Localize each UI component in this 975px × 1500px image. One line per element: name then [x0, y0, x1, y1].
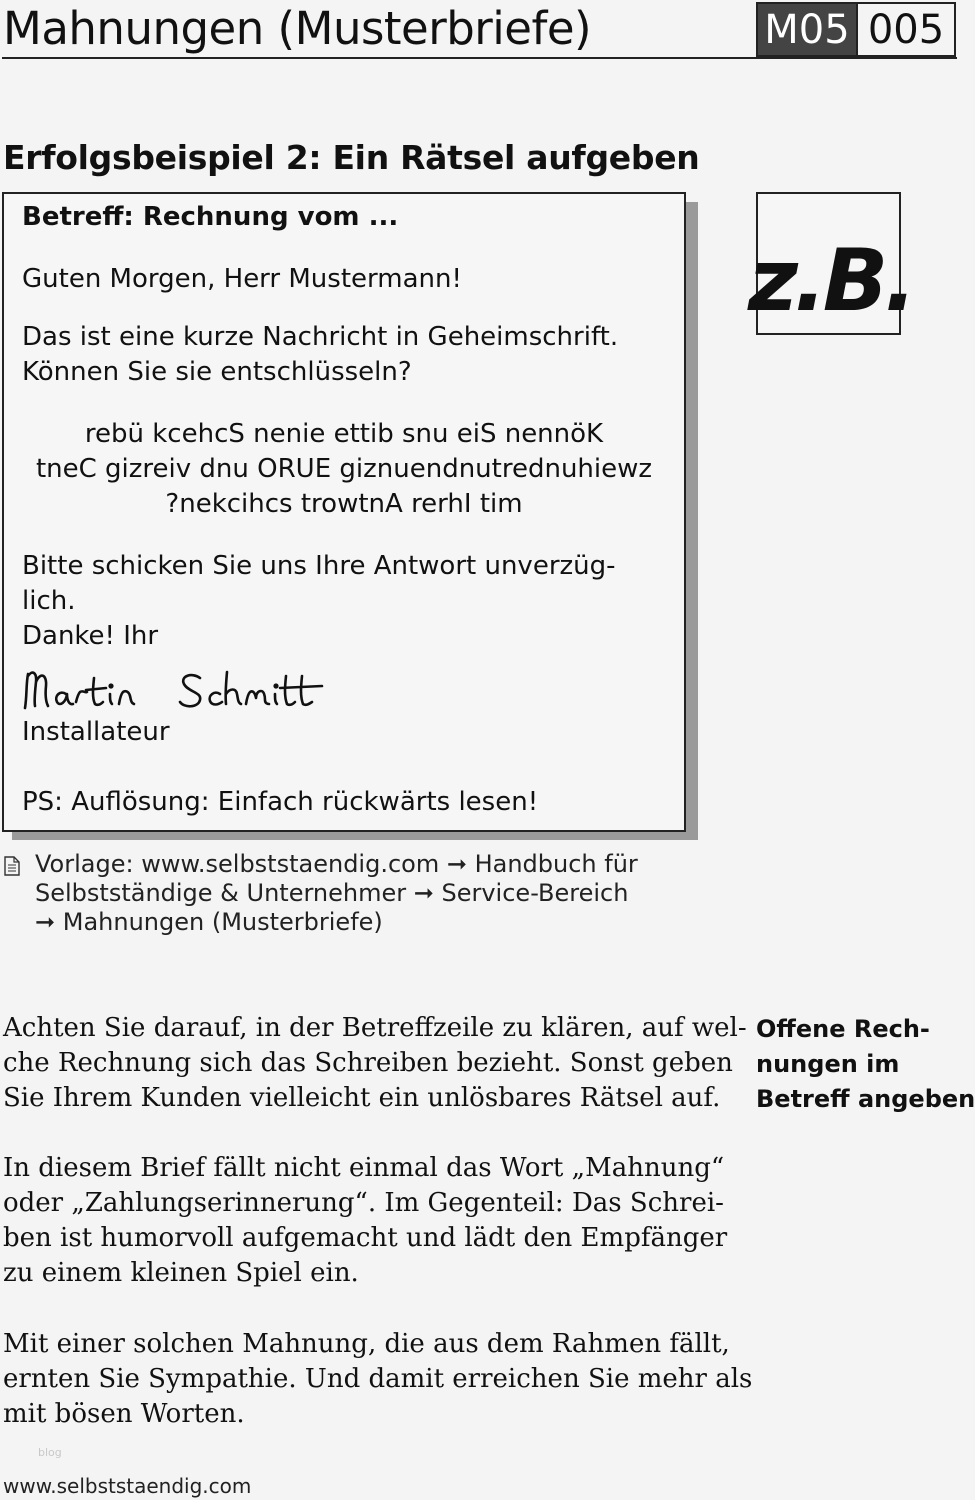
margin-note-line: Offene Rech- [756, 1015, 930, 1043]
example-badge-text: z.B. [748, 231, 913, 331]
cipher-line: rebü kcehcS nenie ettib snu eiS nennöK [84, 419, 604, 449]
section-code: M05 [758, 4, 856, 55]
letter-intro-line: Das ist eine kurze Nachricht in Geheimschrift. [22, 322, 619, 352]
paragraph-3 [3, 1327, 753, 1432]
document-icon [4, 856, 20, 876]
margin-note-line: nungen im [756, 1050, 900, 1078]
example-badge-logo [748, 194, 913, 333]
letter-role: Installateur [22, 717, 170, 747]
paragraph-line: mit bösen Worten. [3, 1399, 245, 1429]
paragraph-line: ben ist humorvoll aufgemacht und lädt den Empfänger [3, 1223, 728, 1253]
letter-ps: PS: Auflösung: Einfach rückwärts lesen! [22, 787, 539, 817]
source-note-line: Vorlage: www.selbststaendig.com ➞ Handbuch für [35, 850, 638, 878]
letter-greeting: Guten Morgen, Herr Mustermann! [22, 264, 462, 294]
page-code: 005 [856, 4, 954, 55]
letter-request-line: Bitte schicken Sie uns Ihre Antwort unverzüg- [22, 551, 616, 581]
footer-url: www.selbststaendig.com [3, 1474, 252, 1498]
example-letter [2, 192, 686, 832]
source-note-line: ➞ Mahnungen (Musterbriefe) [35, 908, 383, 936]
header-divider [2, 57, 957, 59]
paragraph-line: zu einem kleinen Spiel ein. [3, 1258, 359, 1288]
paragraph-line: ernten Sie Sympathie. Und damit erreichen Sie mehr als [3, 1364, 753, 1394]
watermark: blog [38, 1446, 62, 1459]
letter-intro-line: Können Sie sie entschlüsseln? [22, 357, 412, 387]
source-note-line: Selbstständige & Unternehmer ➞ Service-Bereich [35, 879, 629, 907]
paragraph-line: oder „Zahlungserinnerung“. Im Gegenteil: Das Schrei- [3, 1188, 724, 1218]
paragraph-1 [3, 1011, 747, 1116]
margin-note-line: Betreff angeben [756, 1085, 975, 1113]
source-note [35, 850, 638, 937]
letter-closing: Danke! Ihr [22, 621, 159, 651]
letter-subject: Betreff: Rechnung vom ... [22, 202, 399, 232]
letter-request-line: lich. [22, 586, 76, 616]
paragraph-line: Sie Ihrem Kunden vielleicht ein unlösbares Rätsel auf. [3, 1083, 721, 1113]
cipher-line: tneC gizreiv dnu ORUE giznuendnutrednuhiewz [35, 454, 653, 484]
paragraph-2 [3, 1151, 728, 1291]
paragraph-line: In diesem Brief fällt nicht einmal das Wort „Mahnung“ [3, 1153, 725, 1183]
paragraph-line: che Rechnung sich das Schreiben bezieht. Sonst geben [3, 1048, 733, 1078]
section-code-box [756, 2, 956, 57]
cipher-line: ?nekcihcs trowtnA rerhI tim [165, 489, 523, 519]
section-heading: Erfolgsbeispiel 2: Ein Rätsel aufgeben [3, 138, 700, 177]
page-title: Mahnungen (Musterbriefe) [3, 2, 592, 55]
signature-image [22, 664, 332, 720]
margin-note [756, 1012, 975, 1117]
example-badge [748, 192, 913, 335]
paragraph-line: Achten Sie darauf, in der Betreffzeile zu klären, auf wel- [3, 1013, 747, 1043]
paragraph-line: Mit einer solchen Mahnung, die aus dem Rahmen fällt, [3, 1329, 730, 1359]
